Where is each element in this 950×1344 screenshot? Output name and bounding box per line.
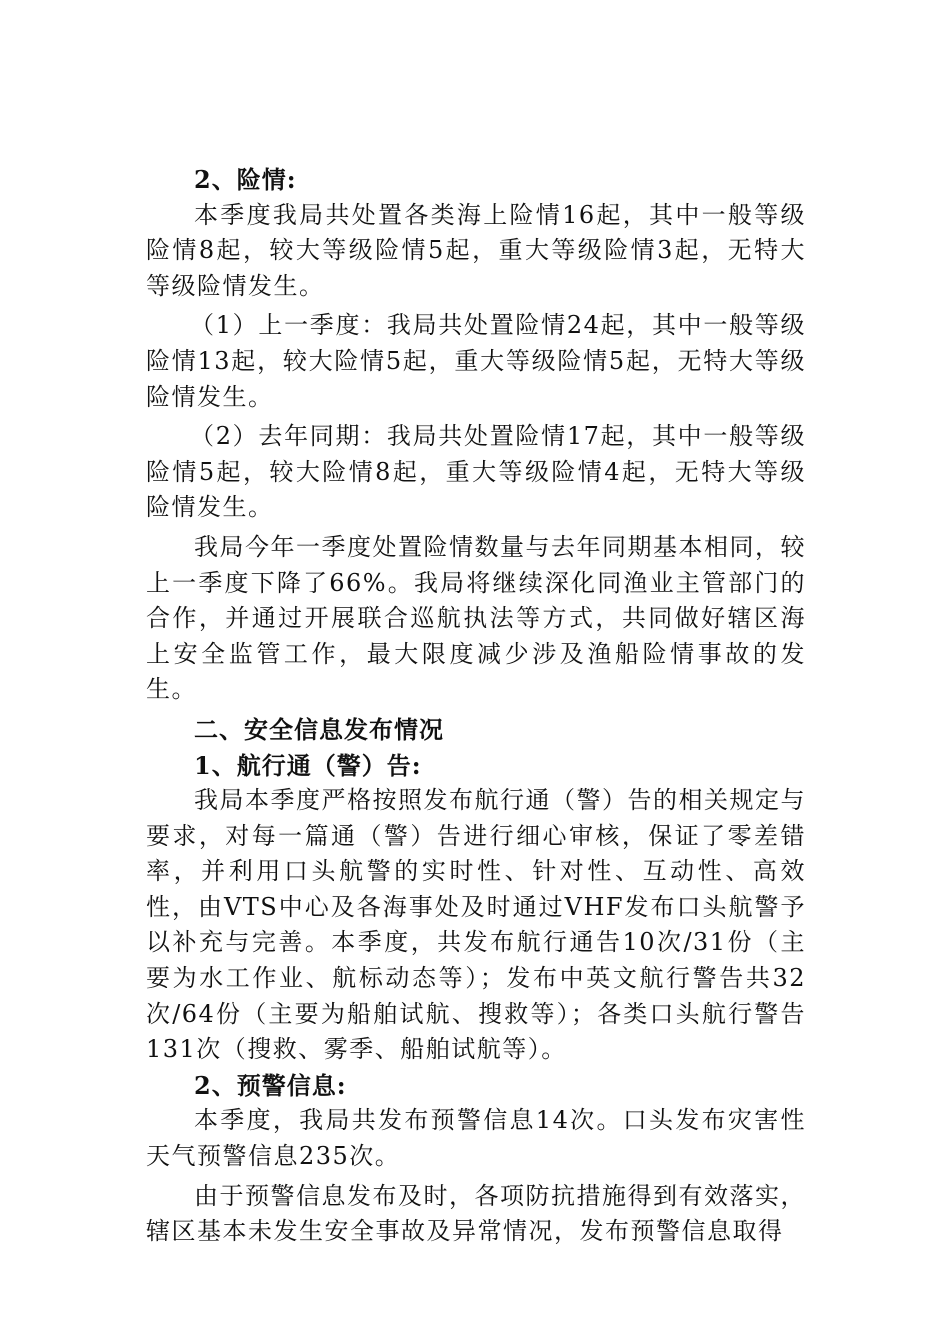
paragraph-comparison: 我局今年一季度处置险情数量与去年同期基本相同，较上一季度下降了66%。我局将继续深化同渔业主管部门的合作，并通过开展联合巡航执法等方式，共同做好辖区海上安全监管工作，最大限度减少涉及渔船险情事故的发生。 [146, 532, 806, 704]
subsection-heading-warnings: 2、预警信息: [194, 1070, 347, 1100]
paragraph-danger-summary: 本季度我局共处置各类海上险情16起，其中一般等级险情8起，较大等级险情5起，重大等级险情3起，无特大等级险情发生。 [146, 200, 806, 300]
paragraph-previous-quarter: （1）上一季度：我局共处置险情24起，其中一般等级险情13起，较大险情5起，重大等级险情5起，无特大等级险情发生。 [146, 311, 806, 411]
document-body [146, 162, 806, 1250]
paragraph-last-year: （2）去年同期：我局共处置险情17起，其中一般等级险情5起，较大险情8起，重大等级险情4起，无特大等级险情发生。 [146, 422, 806, 522]
paragraph-warnings-effect: 由于预警信息发布及时，各项防抗措施得到有效落实，辖区基本未发生安全事故及异常情况，发布预警信息取得 [146, 1181, 806, 1246]
section-heading-safety-info: 二、安全信息发布情况 [194, 714, 444, 744]
section-heading-danger: 2、险情: [194, 165, 297, 194]
paragraph-warnings-count: 本季度，我局共发布预警信息14次。口头发布灾害性天气预警信息235次。 [146, 1106, 806, 1171]
paragraph-notices: 我局本季度严格按照发布航行通（警）告的相关规定与要求，对每一篇通（警）告进行细心审核，保证了零差错率，并利用口头航警的实时性、针对性、互动性、高效性，由VTS中心及各海事处及时通过VHF发布口头航警予以补充与完善。本季度，共发布航行通告10次/31份（主要为水工作业、航标动态等）；发布中英文航行警告共32次/64份（主要为船舶试航、搜救等）；各类口头航行警告131次（搜救、雾季、船舶试航等）。 [146, 786, 806, 1064]
subsection-heading-notices: 1、航行通（警）告: [194, 750, 422, 780]
